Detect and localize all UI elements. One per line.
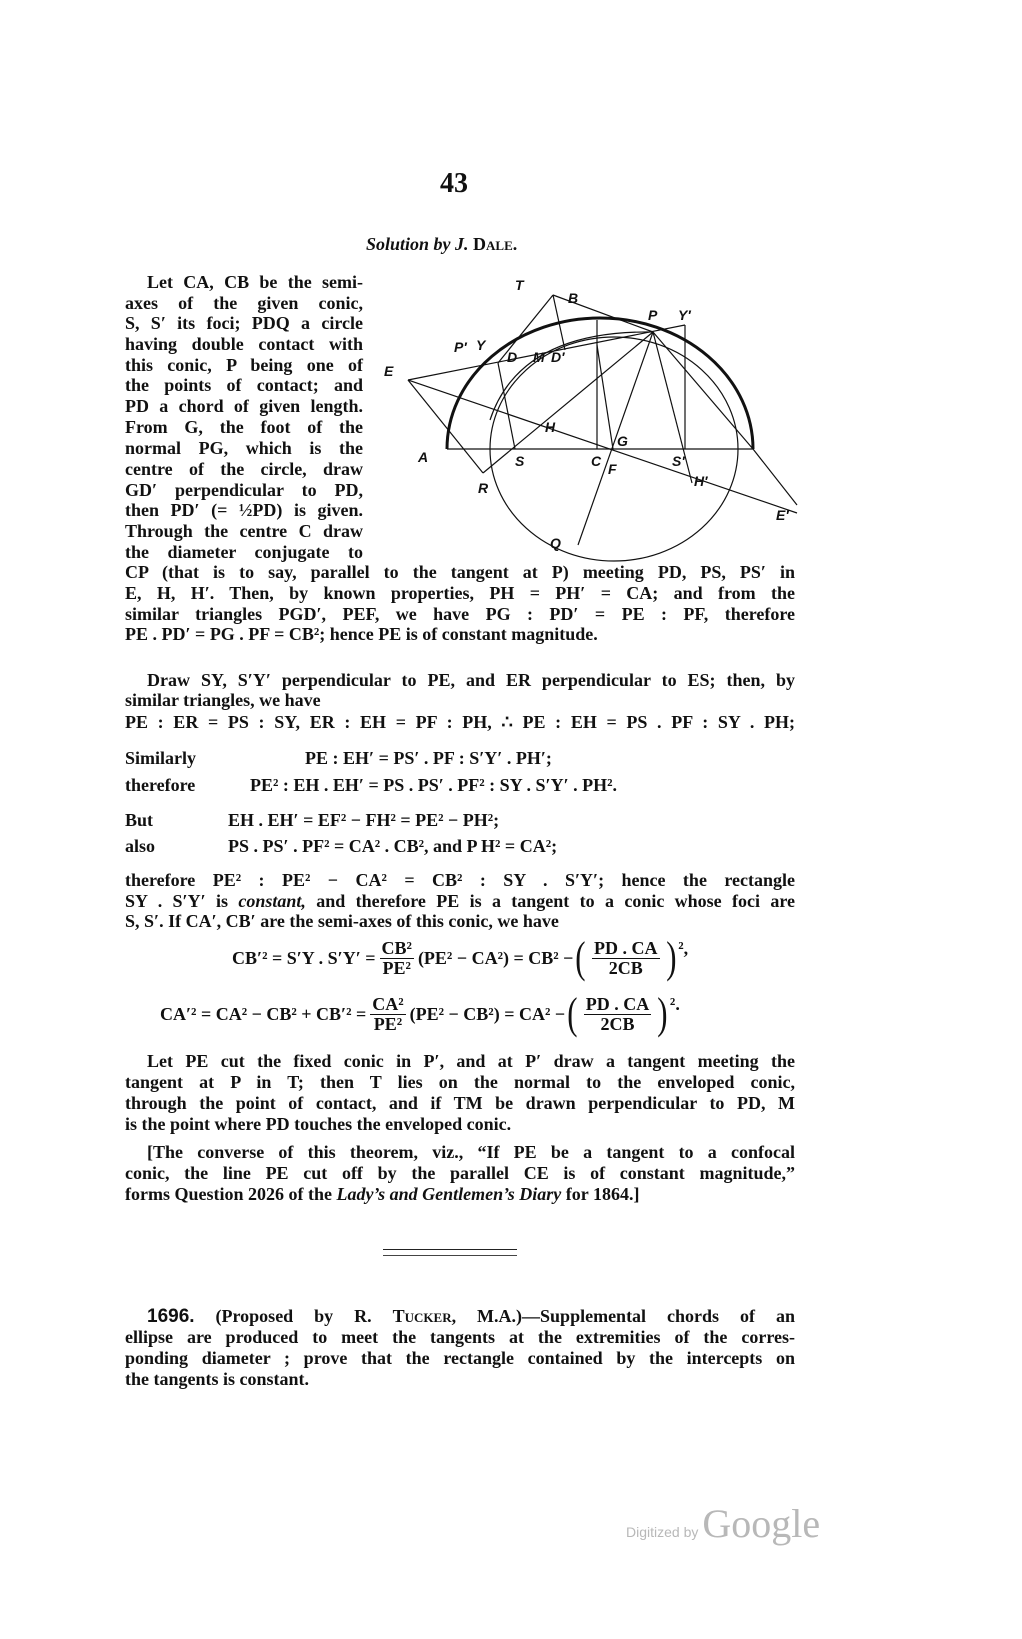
text-line: ponding diameter ; prove that the rectangle contained by the intercepts on [125, 1348, 795, 1368]
text-segment: for 1864.] [561, 1184, 640, 1204]
text-line: Draw SY, S′Y′ perpendicular to PE, and ER perpendicular to ES; then, by [147, 670, 795, 690]
text-line: conic, the line PE cut off by the parallel CE is of constant magnitude,” [125, 1163, 795, 1183]
solution-prefix: Solution by J. [366, 234, 474, 254]
text-line: PE : ER = PS : SY, ER : EH = PF : PH, ∴ PE : EH = PS . PF : SY . PH; [125, 712, 795, 732]
solution-heading [366, 234, 517, 255]
text-line: From G, the foot of the [125, 417, 363, 437]
proposer-name: Tucker [392, 1306, 452, 1326]
aligned-expression: EH . EH′ = EF² − FH² = PE² − PH²; [228, 810, 500, 830]
equation-1 [232, 933, 689, 982]
equation-2 [160, 989, 680, 1038]
label-B: B [568, 290, 579, 306]
denominator: PE² [373, 1013, 403, 1034]
label-D-prime: D′ [551, 349, 565, 365]
text-segment: and therefore PE is a tangent to a conic whose foci are [305, 891, 796, 911]
right-paren: ) [665, 933, 677, 982]
text-line: the points of contact; and [125, 375, 363, 395]
text-line: axes of the given conic, [125, 293, 363, 313]
text-line: S, S′ its foci; PDQ a circle [125, 313, 363, 333]
text-line [147, 1306, 795, 1327]
label-E-prime: E′ [776, 507, 789, 523]
label-G: G [617, 433, 628, 449]
label-E: E [384, 363, 394, 379]
text-line [125, 1184, 795, 1205]
text-line: this conic, P being one of [125, 355, 363, 375]
text-line: [The converse of this theorem, viz., “If PE be a tangent to a confocal [147, 1142, 795, 1162]
eq1-tail: ², [678, 938, 689, 958]
eq2-fraction [370, 995, 405, 1034]
right-paren: ) [657, 989, 668, 1038]
numerator: PD . CA [594, 937, 658, 958]
text-line: E, H, H′. Then, by known properties, PH = PH′ = CA; and from the [125, 583, 795, 603]
label-H-prime: H′ [694, 473, 708, 489]
label-T: T [515, 277, 524, 293]
label-P: P [648, 307, 658, 323]
text-line: similar triangles, we have [125, 690, 321, 710]
label-Y: Y [476, 337, 486, 353]
eq1-middle: (PE² − CA²) = CB² − [417, 947, 574, 968]
text-line: similar triangles PGD′, PEF, we have PG : PD′ = PE : PF, therefore [125, 604, 795, 624]
text-line: having double contact with [125, 334, 363, 354]
emphasis: constant, [238, 891, 306, 911]
section-divider [383, 1249, 517, 1256]
text-segment: SY . S′Y′ is [125, 891, 239, 911]
eq1-inner-fraction [592, 939, 660, 978]
label-A: A [418, 449, 429, 465]
label-C: C [591, 453, 602, 469]
text-line [125, 891, 795, 912]
label-S: S [515, 453, 525, 469]
aligned-expression: PE² : EH . EH′ = PS . PS′ . PF² : SY . S′Y′ . PH². [250, 775, 618, 795]
numerator: CB² [381, 937, 412, 958]
label-R: R [478, 480, 489, 496]
eq1-lhs: CB′² = S′Y . S′Y′ = [232, 947, 376, 968]
aligned-expression: PE : EH′ = PS′ . PF : S′Y′ . PH′; [305, 748, 552, 768]
label-Y-prime: Y′ [678, 307, 691, 323]
text-line: then PD′ (= ½PD) is given. [125, 500, 363, 520]
aligned-label: But [125, 810, 154, 830]
label-H: H [545, 419, 556, 435]
text-line: CP (that is to say, parallel to the tangent at P) meeting PD, PS, PS′ in [125, 562, 795, 582]
eq2-tail: ². [669, 994, 680, 1014]
page-number: 43 [440, 168, 468, 199]
text-line: is the point where PD touches the enveloped conic. [125, 1114, 512, 1134]
circle-pdq [490, 337, 738, 561]
text-line: normal PG, which is the [125, 438, 363, 458]
emphasis: Lady’s and Gentlemen’s Diary [336, 1184, 562, 1204]
text-segment: (Proposed by R. [194, 1306, 393, 1326]
text-line: the diameter conjugate to [125, 542, 363, 562]
text-line: through the point of contact, and if TM be drawn perpendicular to PD, M [125, 1093, 795, 1113]
aligned-label: also [125, 836, 156, 856]
google-logo: Google [702, 1501, 821, 1546]
left-paren: ( [567, 989, 578, 1038]
denominator: 2CB [608, 957, 643, 978]
denominator: PE² [382, 957, 411, 978]
aligned-expression: PS . PS′ . PF² = CA² . CB², and P H² = CA²; [228, 836, 558, 856]
fixed-conic-upper-half [447, 318, 753, 449]
left-paren: ( [575, 933, 586, 982]
label-F: F [608, 461, 617, 477]
numerator: CA² [372, 993, 404, 1014]
text-line: Let CA, CB be the semi- [147, 272, 363, 292]
label-M: M [533, 349, 545, 365]
label-S-prime: S′ [672, 453, 685, 469]
solution-author: Dale. [473, 234, 518, 254]
text-line: S, S′. If CA′, CB′ are the semi-axes of this conic, we have [125, 911, 559, 931]
eq2-inner-fraction [584, 995, 652, 1034]
text-line: PE . PD′ = PG . PF = CB²; hence PE is of constant magnitude. [125, 624, 598, 644]
enveloped-conic [490, 332, 653, 420]
eq2-lhs: CA′² = CA² − CB² + CB′² = [160, 1003, 367, 1024]
aligned-label: Similarly [125, 748, 196, 768]
numerator: PD . CA [585, 993, 650, 1014]
text-line: GD′ perpendicular to PD, [125, 480, 363, 500]
text-segment: forms Question 2026 of the [125, 1184, 337, 1204]
text-line: Through the centre C draw [125, 521, 363, 541]
text-line: therefore PE² : PE² − CA² = CB² : SY . S′Y′; hence the rectangle [125, 870, 795, 890]
text-line: ellipse are produced to meet the tangents at the extremities of the corres- [125, 1327, 795, 1347]
eq1-fraction [380, 939, 414, 978]
text-segment: , M.A.)—Supplemental chords of an [451, 1306, 795, 1326]
label-D: D [507, 349, 518, 365]
question-number: 1696. [147, 1306, 195, 1327]
label-Q: Q [550, 535, 561, 551]
aligned-label: therefore [125, 775, 196, 795]
text-line: tangent at P in T; then T lies on the normal to the enveloped conic, [125, 1072, 795, 1092]
watermark-prefix: Digitized by [626, 1524, 699, 1540]
text-line: Let PE cut the fixed conic in P′, and at P′ draw a tangent meeting the [147, 1051, 795, 1071]
text-line: centre of the circle, draw [125, 459, 363, 479]
label-P-prime: P′ [454, 339, 467, 355]
text-line: PD a chord of given length. [125, 396, 363, 416]
eq2-middle: (PE² − CB²) = CA² − [409, 1003, 566, 1024]
text-line: the tangents is constant. [125, 1369, 310, 1389]
digitized-watermark [626, 1500, 820, 1547]
denominator: 2CB [600, 1013, 635, 1034]
